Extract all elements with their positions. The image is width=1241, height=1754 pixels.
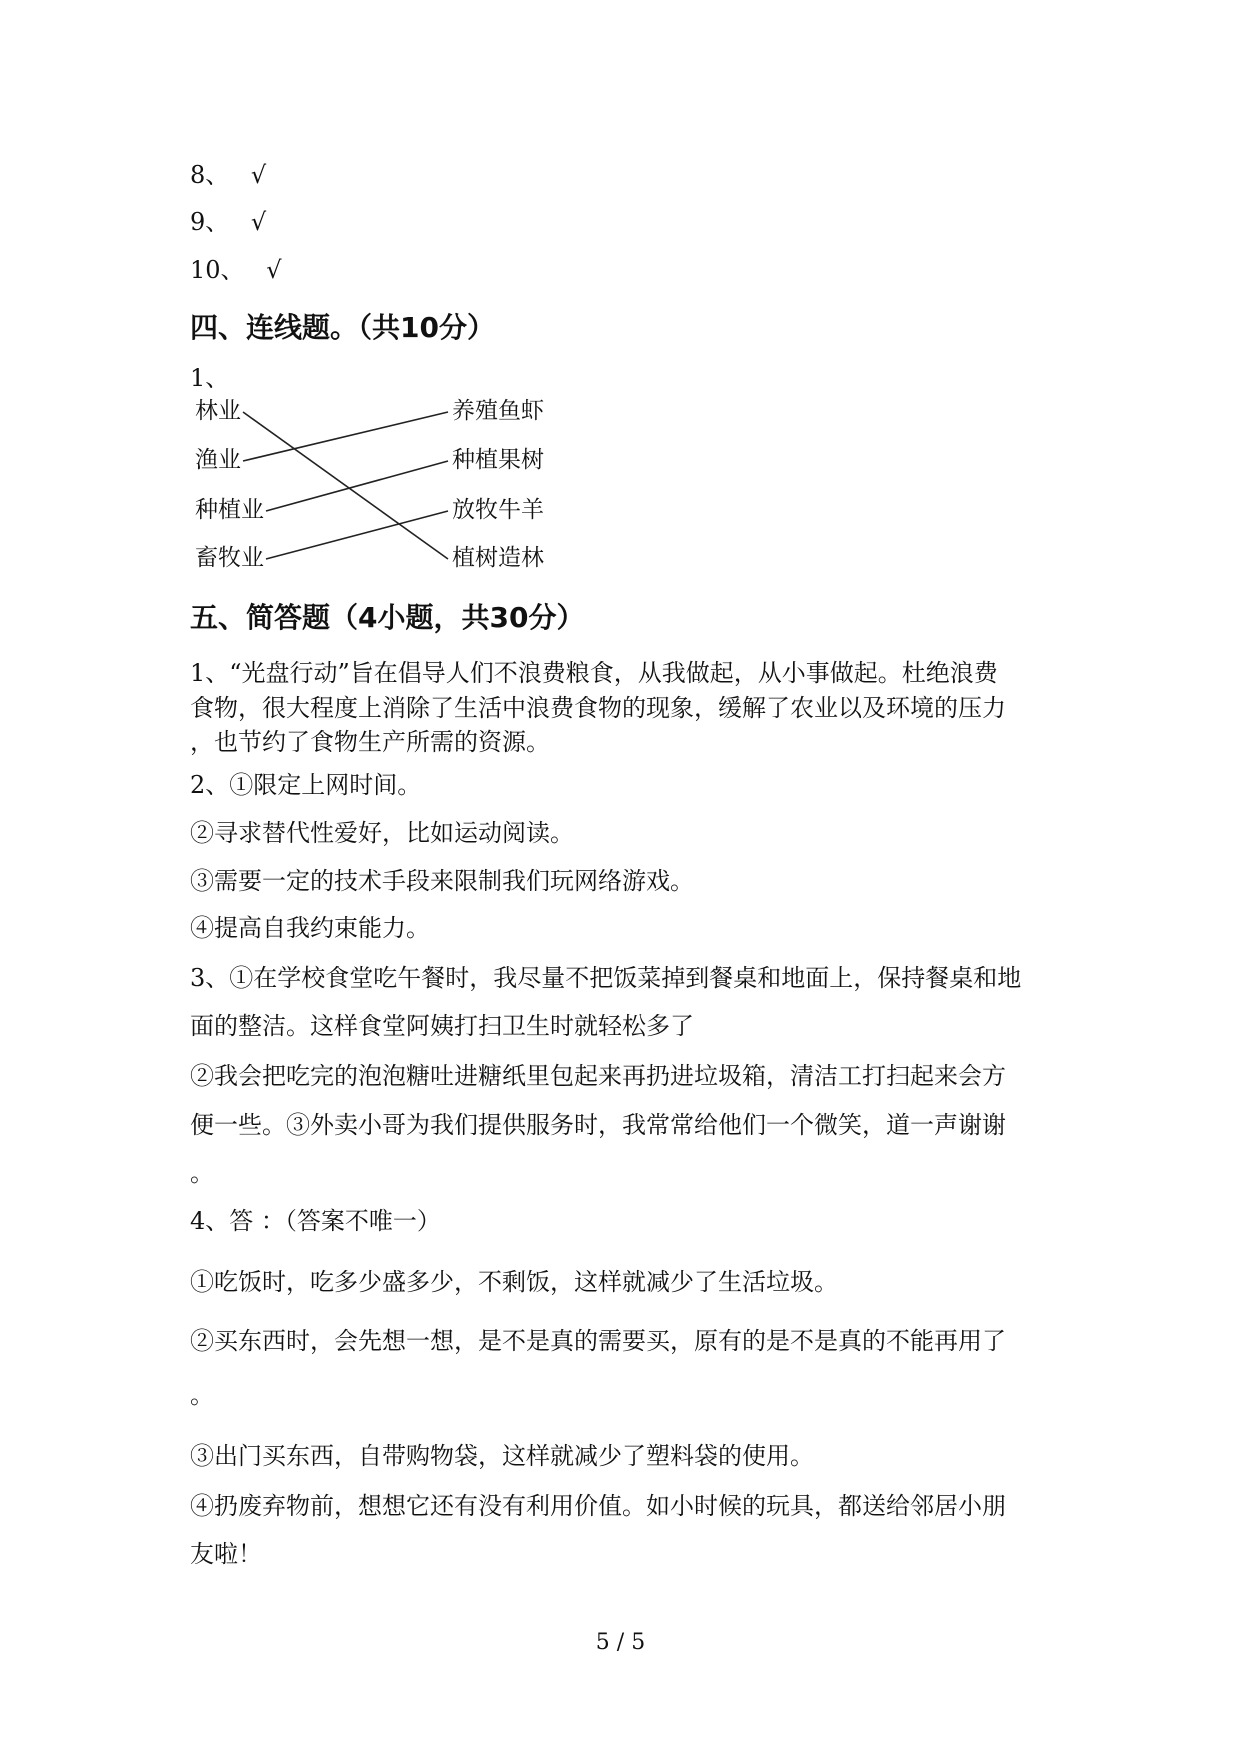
answer-item-10 <box>190 255 281 285</box>
right-item: 种植果树 <box>452 447 544 473</box>
answer-item-8 <box>190 160 266 190</box>
left-item: 种植业 <box>195 497 264 523</box>
right-item: 植树造林 <box>452 545 544 571</box>
section4-q1-label: 1、 <box>190 364 230 392</box>
answer-line: 。 <box>190 1381 214 1409</box>
connection-line <box>266 461 448 511</box>
left-item: 渔业 <box>195 447 241 473</box>
answer-number: 8、 <box>190 161 230 189</box>
answer-line: ，也节约了食物生产所需的资源。 <box>190 728 550 756</box>
check-mark: √ <box>250 208 267 236</box>
answer-line: 便一些。③外卖小哥为我们提供服务时，我常常给他们一个微笑，道一声谢谢 <box>190 1111 1006 1139</box>
answer-line: ④扔废弃物前，想想它还有没有利用价值。如小时候的玩具，都送给邻居小朋 <box>190 1492 1006 1520</box>
answer-number: 10、 <box>190 256 245 284</box>
check-mark: √ <box>250 161 267 189</box>
connection-lines <box>243 412 448 559</box>
connection-line <box>243 412 448 559</box>
answer-line: 3、①在学校食堂吃午餐时，我尽量不把饭菜掉到餐桌和地面上，保持餐桌和地 <box>190 964 1022 992</box>
right-item: 放牧牛羊 <box>452 497 544 523</box>
answer-line: 1、“光盘行动”旨在倡导人们不浪费粮食，从我做起，从小事做起。杜绝浪费 <box>190 659 998 687</box>
left-item: 林业 <box>195 398 241 424</box>
answer-line: ④提高自我约束能力。 <box>190 914 430 942</box>
answer-line: ①吃饭时，吃多少盛多少，不剩饭，这样就减少了生活垃圾。 <box>190 1268 838 1296</box>
answer-line: 面的整洁。这样食堂阿姨打扫卫生时就轻松多了 <box>190 1012 694 1040</box>
answer-line: 4、答 ：（答案不唯一） <box>190 1207 441 1235</box>
answer-number: 9、 <box>190 208 230 236</box>
answer-line: ②寻求替代性爱好，比如运动阅读。 <box>190 819 574 847</box>
answer-line: ③出门买东西，自带购物袋，这样就减少了塑料袋的使用。 <box>190 1442 814 1470</box>
answer-line: ③需要一定的技术手段来限制我们玩网络游戏。 <box>190 867 694 895</box>
connection-line <box>243 412 448 461</box>
left-item: 畜牧业 <box>195 545 264 571</box>
answer-line: ②买东西时，会先想一想，是不是真的需要买，原有的是不是真的不能再用了 <box>190 1327 1006 1355</box>
answer-line: 友啦！ <box>190 1540 262 1568</box>
matching-diagram <box>190 395 570 585</box>
check-mark: √ <box>266 256 282 284</box>
answer-item-9 <box>190 207 266 237</box>
connection-line <box>266 511 448 559</box>
answer-line: ②我会把吃完的泡泡糖吐进糖纸里包起来再扔进垃圾箱，清洁工打扫起来会方 <box>190 1062 1006 1090</box>
answer-line: 。 <box>190 1159 214 1187</box>
page-number: 5 / 5 <box>595 1630 646 1655</box>
answer-line: 食物，很大程度上消除了生活中浪费食物的现象，缓解了农业以及环境的压力 <box>190 694 1006 722</box>
section5-title: 五、简答题（4小题，共30分） <box>190 601 585 634</box>
section4-title: 四、连线题。（共10分） <box>190 311 495 344</box>
right-item: 养殖鱼虾 <box>452 398 544 424</box>
answer-line: 2、①限定上网时间。 <box>190 771 422 799</box>
